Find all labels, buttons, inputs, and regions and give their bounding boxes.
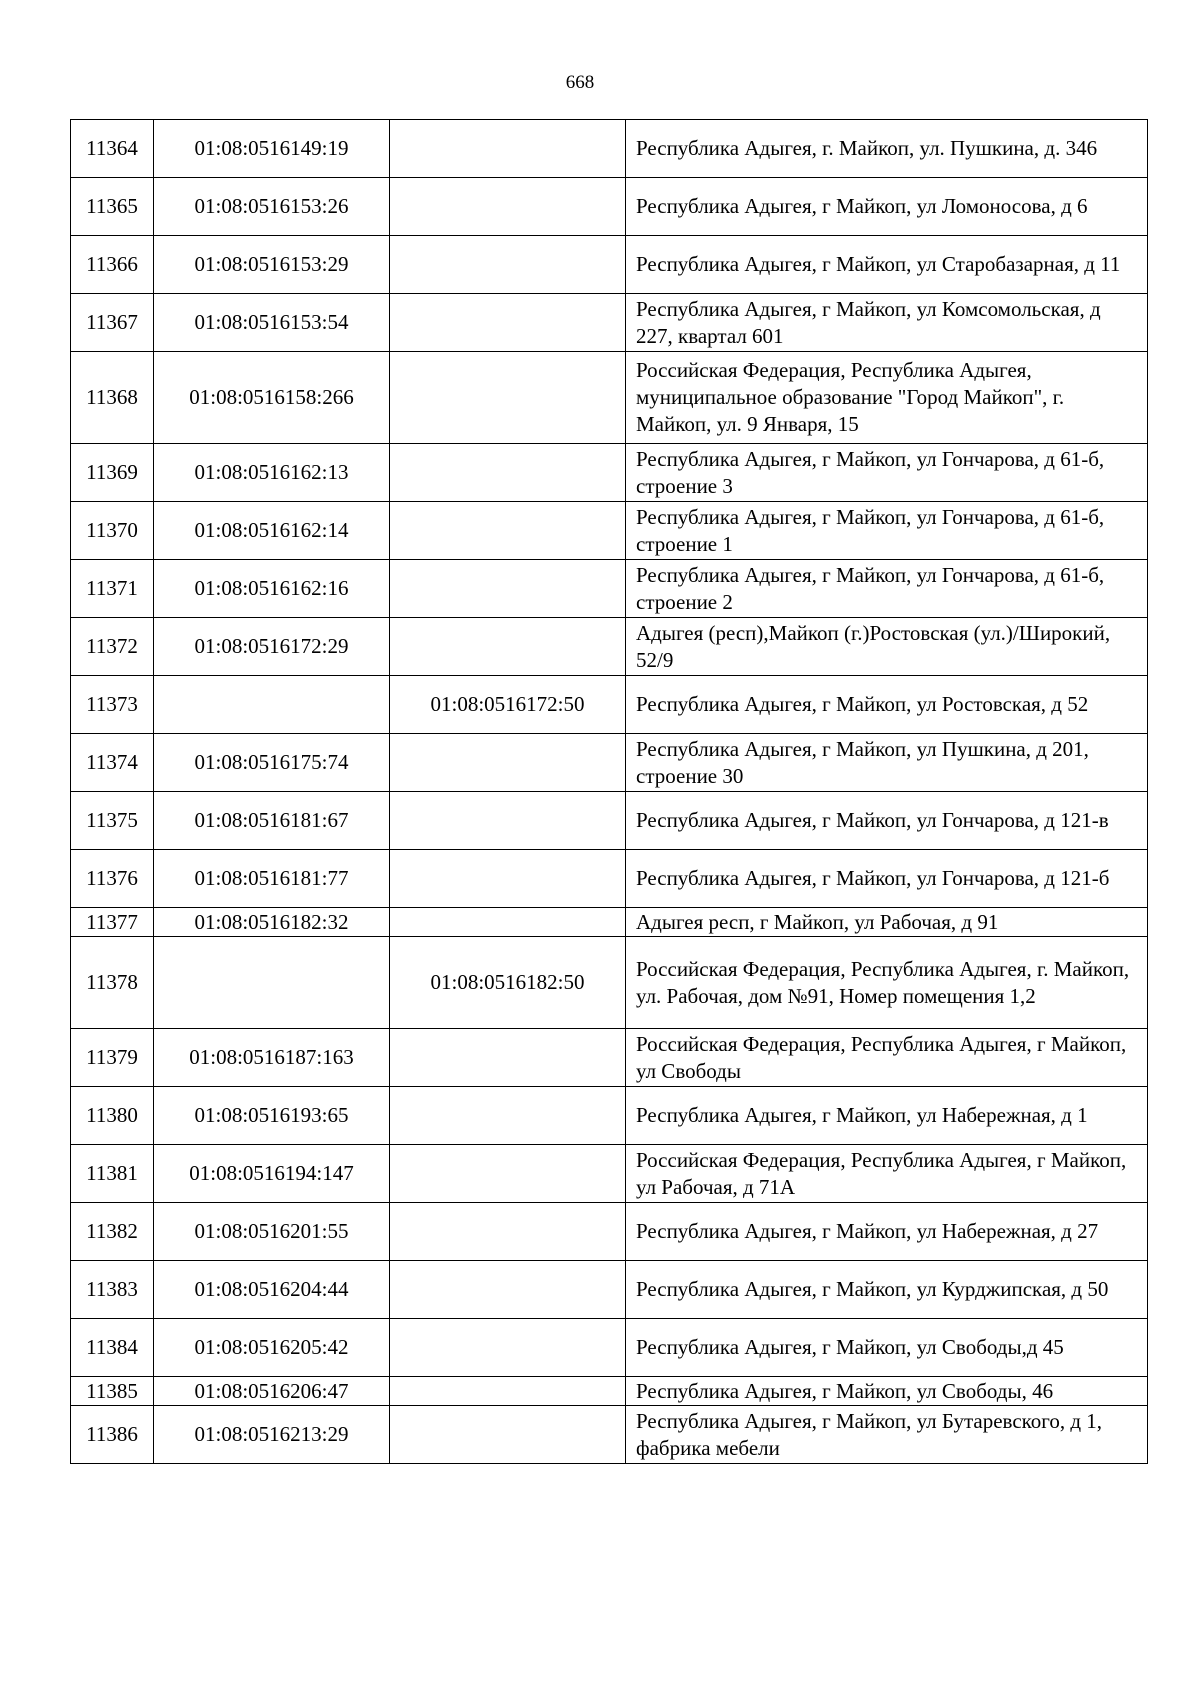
row-number-cell: 11364 xyxy=(71,120,154,178)
row-number-cell: 11367 xyxy=(71,294,154,352)
row-number-cell: 11379 xyxy=(71,1029,154,1087)
address-cell: Республика Адыгея, г Майкоп, ул Комсомольская, д 227, квартал 601 xyxy=(626,294,1148,352)
cadastral-number-cell xyxy=(154,937,390,1029)
secondary-cadastral-number-cell xyxy=(390,236,626,294)
secondary-cadastral-number-cell: 01:08:0516182:50 xyxy=(390,937,626,1029)
row-number-cell: 11371 xyxy=(71,560,154,618)
row-number-cell: 11377 xyxy=(71,908,154,937)
row-number-cell: 11380 xyxy=(71,1087,154,1145)
cadastral-number-cell: 01:08:0516206:47 xyxy=(154,1377,390,1406)
page-number: 668 xyxy=(565,72,595,93)
address-cell: Республика Адыгея, г Майкоп, ул Старобазарная, д 11 xyxy=(626,236,1148,294)
table-row xyxy=(71,1029,1148,1087)
cadastral-number-cell: 01:08:0516153:54 xyxy=(154,294,390,352)
secondary-cadastral-number-cell xyxy=(390,294,626,352)
row-number-cell: 11365 xyxy=(71,178,154,236)
cadastral-number-cell: 01:08:0516172:29 xyxy=(154,618,390,676)
secondary-cadastral-number-cell xyxy=(390,352,626,444)
secondary-cadastral-number-cell xyxy=(390,792,626,850)
address-cell: Республика Адыгея, г Майкоп, ул Гончарова, д 61-б, строение 3 xyxy=(626,444,1148,502)
table-row xyxy=(71,1261,1148,1319)
table-row xyxy=(71,792,1148,850)
table-row xyxy=(71,120,1148,178)
cadastral-number-cell: 01:08:0516213:29 xyxy=(154,1406,390,1464)
row-number-cell: 11373 xyxy=(71,676,154,734)
secondary-cadastral-number-cell xyxy=(390,618,626,676)
cadastral-number-cell: 01:08:0516162:13 xyxy=(154,444,390,502)
secondary-cadastral-number-cell xyxy=(390,120,626,178)
address-cell: Республика Адыгея, г Майкоп, ул Гончарова, д 121-б xyxy=(626,850,1148,908)
row-number-cell: 11374 xyxy=(71,734,154,792)
secondary-cadastral-number-cell xyxy=(390,502,626,560)
registry-table xyxy=(70,119,1148,1464)
row-number-cell: 11370 xyxy=(71,502,154,560)
secondary-cadastral-number-cell xyxy=(390,908,626,937)
table-row xyxy=(71,502,1148,560)
secondary-cadastral-number-cell xyxy=(390,1203,626,1261)
address-cell: Адыгея респ, г Майкоп, ул Рабочая, д 91 xyxy=(626,908,1148,937)
table-row xyxy=(71,734,1148,792)
row-number-cell: 11375 xyxy=(71,792,154,850)
cadastral-number-cell: 01:08:0516162:14 xyxy=(154,502,390,560)
address-cell: Российская Федерация, Республика Адыгея, г Майкоп, ул Рабочая, д 71А xyxy=(626,1145,1148,1203)
cadastral-number-cell: 01:08:0516162:16 xyxy=(154,560,390,618)
table-row xyxy=(71,444,1148,502)
row-number-cell: 11382 xyxy=(71,1203,154,1261)
secondary-cadastral-number-cell xyxy=(390,560,626,618)
table-row xyxy=(71,850,1148,908)
secondary-cadastral-number-cell xyxy=(390,1377,626,1406)
cadastral-number-cell: 01:08:0516205:42 xyxy=(154,1319,390,1377)
secondary-cadastral-number-cell xyxy=(390,1145,626,1203)
row-number-cell: 11376 xyxy=(71,850,154,908)
address-cell: Республика Адыгея, г Майкоп, ул Ломоносова, д 6 xyxy=(626,178,1148,236)
secondary-cadastral-number-cell xyxy=(390,1406,626,1464)
secondary-cadastral-number-cell xyxy=(390,734,626,792)
address-cell: Республика Адыгея, г. Майкоп, ул. Пушкина, д. 346 xyxy=(626,120,1148,178)
row-number-cell: 11372 xyxy=(71,618,154,676)
address-cell: Республика Адыгея, г Майкоп, ул Курджипская, д 50 xyxy=(626,1261,1148,1319)
cadastral-number-cell xyxy=(154,676,390,734)
registry-table-body xyxy=(71,120,1148,1464)
table-row xyxy=(71,676,1148,734)
cadastral-number-cell: 01:08:0516181:67 xyxy=(154,792,390,850)
address-cell: Республика Адыгея, г Майкоп, ул Ростовская, д 52 xyxy=(626,676,1148,734)
table-row xyxy=(71,1406,1148,1464)
address-cell: Республика Адыгея, г Майкоп, ул Гончарова, д 121-в xyxy=(626,792,1148,850)
table-row xyxy=(71,294,1148,352)
row-number-cell: 11383 xyxy=(71,1261,154,1319)
row-number-cell: 11381 xyxy=(71,1145,154,1203)
address-cell: Российская Федерация, Республика Адыгея, г. Майкоп, ул. Рабочая, дом №91, Номер помещения 1,2 xyxy=(626,937,1148,1029)
address-cell: Республика Адыгея, г Майкоп, ул Гончарова, д 61-б, строение 2 xyxy=(626,560,1148,618)
cadastral-number-cell: 01:08:0516153:29 xyxy=(154,236,390,294)
address-cell: Адыгея (респ),Майкоп (г.)Ростовская (ул.)/Широкий, 52/9 xyxy=(626,618,1148,676)
table-row xyxy=(71,1319,1148,1377)
secondary-cadastral-number-cell xyxy=(390,850,626,908)
secondary-cadastral-number-cell xyxy=(390,1319,626,1377)
secondary-cadastral-number-cell xyxy=(390,1261,626,1319)
address-cell: Республика Адыгея, г Майкоп, ул Набережная, д 1 xyxy=(626,1087,1148,1145)
table-row xyxy=(71,1377,1148,1406)
row-number-cell: 11384 xyxy=(71,1319,154,1377)
table-row xyxy=(71,937,1148,1029)
table-row xyxy=(71,1145,1148,1203)
cadastral-number-cell: 01:08:0516153:26 xyxy=(154,178,390,236)
cadastral-number-cell: 01:08:0516201:55 xyxy=(154,1203,390,1261)
cadastral-number-cell: 01:08:0516181:77 xyxy=(154,850,390,908)
table-row xyxy=(71,618,1148,676)
secondary-cadastral-number-cell xyxy=(390,178,626,236)
address-cell: Республика Адыгея, г Майкоп, ул Свободы, 46 xyxy=(626,1377,1148,1406)
row-number-cell: 11368 xyxy=(71,352,154,444)
address-cell: Республика Адыгея, г Майкоп, ул Бутаревского, д 1, фабрика мебели xyxy=(626,1406,1148,1464)
row-number-cell: 11378 xyxy=(71,937,154,1029)
address-cell: Российская Федерация, Республика Адыгея, муниципальное образование "Город Майкоп", г. Майкоп, ул. 9 Января, 15 xyxy=(626,352,1148,444)
cadastral-number-cell: 01:08:0516175:74 xyxy=(154,734,390,792)
table-row xyxy=(71,352,1148,444)
secondary-cadastral-number-cell xyxy=(390,1087,626,1145)
secondary-cadastral-number-cell xyxy=(390,444,626,502)
table-row xyxy=(71,560,1148,618)
cadastral-number-cell: 01:08:0516158:266 xyxy=(154,352,390,444)
row-number-cell: 11385 xyxy=(71,1377,154,1406)
cadastral-number-cell: 01:08:0516149:19 xyxy=(154,120,390,178)
secondary-cadastral-number-cell: 01:08:0516172:50 xyxy=(390,676,626,734)
table-row xyxy=(71,1203,1148,1261)
cadastral-number-cell: 01:08:0516187:163 xyxy=(154,1029,390,1087)
table-row xyxy=(71,236,1148,294)
table-row xyxy=(71,908,1148,937)
cadastral-number-cell: 01:08:0516182:32 xyxy=(154,908,390,937)
address-cell: Республика Адыгея, г Майкоп, ул Гончарова, д 61-б, строение 1 xyxy=(626,502,1148,560)
table-row xyxy=(71,178,1148,236)
row-number-cell: 11369 xyxy=(71,444,154,502)
row-number-cell: 11366 xyxy=(71,236,154,294)
row-number-cell: 11386 xyxy=(71,1406,154,1464)
address-cell: Республика Адыгея, г Майкоп, ул Пушкина, д 201, строение 30 xyxy=(626,734,1148,792)
table-row xyxy=(71,1087,1148,1145)
cadastral-number-cell: 01:08:0516193:65 xyxy=(154,1087,390,1145)
secondary-cadastral-number-cell xyxy=(390,1029,626,1087)
address-cell: Республика Адыгея, г Майкоп, ул Свободы,д 45 xyxy=(626,1319,1148,1377)
cadastral-number-cell: 01:08:0516194:147 xyxy=(154,1145,390,1203)
address-cell: Российская Федерация, Республика Адыгея, г Майкоп, ул Свободы xyxy=(626,1029,1148,1087)
address-cell: Республика Адыгея, г Майкоп, ул Набережная, д 27 xyxy=(626,1203,1148,1261)
cadastral-number-cell: 01:08:0516204:44 xyxy=(154,1261,390,1319)
